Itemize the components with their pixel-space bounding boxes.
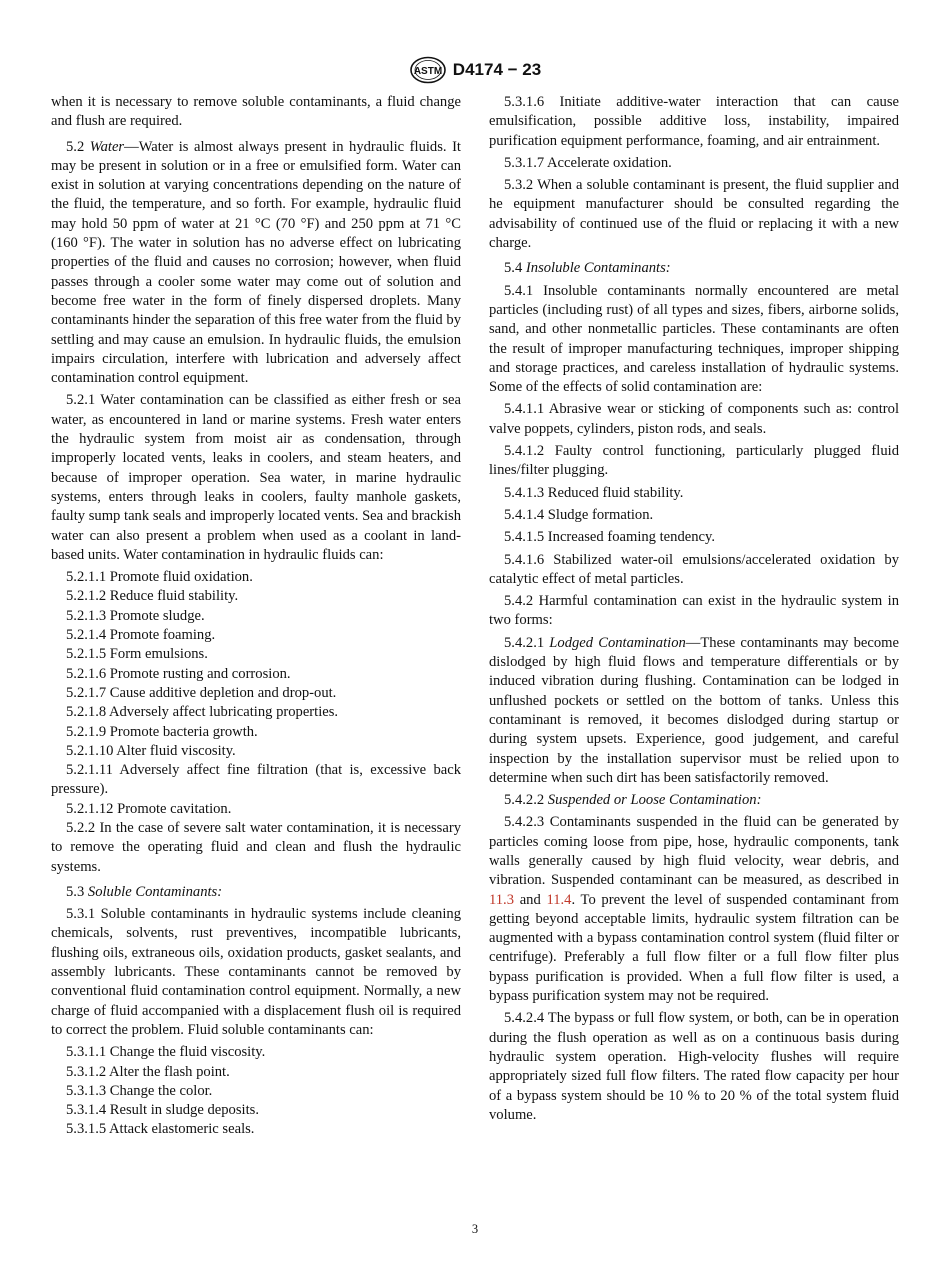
list-item: 5.2.1.11 Adversely affect fine filtration (that is, excessive back pressure). (51, 762, 461, 798)
list-item: 5.3.1.3 Change the color. (66, 1082, 213, 1099)
list-item: 5.2.1.10 Alter fluid viscosity. (66, 742, 236, 759)
section-5-4-2-4: 5.4.2.4 The bypass or full flow system, or both, can be in operation during the flush operation as well as on a continuous basis during hydraulic system operation. High-velocity flushes will require appropriately sized full flow filters. The rated flow capacity per hour of a bypass system should be 10 % to 20 % of the total system fluid volume. (489, 1010, 899, 1123)
section-5-2-2: 5.2.2 In the case of severe salt water contamination, it is necessary to remove the operating fluid and clean and flush the hydraulic systems. (51, 819, 461, 875)
list-item: 5.4.1.5 Increased foaming tendency. (504, 529, 715, 546)
section-5-4-2-2: 5.4.2.2 Suspended or Loose Contamination: (504, 792, 762, 809)
section-5-4-title: Insoluble Contaminants: (525, 260, 671, 277)
section-5-3-1-7: 5.3.1.7 Accelerate oxidation. (504, 154, 672, 171)
list-item: 5.2.1.8 Adversely affect lubricating properties. (66, 704, 339, 721)
section-5-3-title: Soluble Contaminants: (87, 883, 223, 900)
reference-link-11-3[interactable]: 11.3 (489, 891, 514, 908)
section-5-4-2-1: 5.4.2.1 Lodged Contamination—These contaminants may become dislodged by high fluid flows and temperature differentials or by induced vibration during flushing. Contamination can be lodged in unflushed pockets or settled on the bottom of tanks. Unless this contaminant is removed, it becomes dislodged during startup or during system upsets. Experience, good judgement, and careful inspection by the installation supervisor must be relied upon to determine when such dirt has been satisfactorily removed. (489, 634, 899, 786)
list-item: 5.2.1.2 Reduce fluid stability. (66, 588, 239, 605)
document-designation: D4174 − 23 (452, 60, 542, 79)
svg-text:ASTM: ASTM (413, 66, 442, 77)
list-item: 5.4.1.3 Reduced fluid stability. (504, 484, 684, 501)
list-item: 5.4.1.4 Sludge formation. (504, 506, 654, 523)
list-item: 5.3.1.5 Attack elastomeric seals. (66, 1121, 255, 1138)
list-item: 5.2.1.5 Form emulsions. (66, 646, 208, 663)
section-5-3-1: 5.3.1 Soluble contaminants in hydraulic systems include cleaning chemicals, solvents, rust preventives, incompatible lubricants, flushing oils, extraneous oils, oxidation products, gasket sealants, and assembly lubricants. These contaminants cannot be removed by conventional fluid contamination control equipment. Normally, a new charge of fluid accompanied with a displacement flush oil is required to correct the problem. Fluid soluble contaminants can: (51, 906, 461, 1038)
section-5-4-2-3: 5.4.2.3 Contaminants suspended in the fluid can be generated by particles coming loose from pipe, hose, hydraulic components, tank walls generally caused by high fluid velocity, wear debris, and vibration. Suspended contaminant can be measured, as described in 11.3 and 11.4. To prevent the level of suspended contaminant from getting beyond acceptable limits, hydraulic system filtration can be augmented with a bypass contamination control system (fluid filter or centrifuge). Preferably a full flow filter or a full flow filter plus bypass purification is provided. When a full flow filter is used, a bypass purification system may not be required. (489, 814, 900, 1005)
left-column (51, 93, 461, 1140)
list-item: 5.2.1.12 Promote cavitation. (66, 800, 232, 817)
list-item: 5.3.1.4 Result in sludge deposits. (66, 1102, 259, 1119)
section-5-3-1-6: 5.3.1.6 Initiate additive-water interaction that can cause emulsification, possible additive loss, instability, impaired purification equipment performance, foaming, and air entrainment. (489, 94, 899, 149)
section-5-4-2: 5.4.2 Harmful contamination can exist in the hydraulic system in two forms: (489, 593, 899, 629)
list-item: 5.2.1.6 Promote rusting and corrosion. (66, 665, 291, 682)
list-item: 5.3.1.1 Change the fluid viscosity. (66, 1044, 266, 1061)
section-5-4-2-2-title: Suspended or Loose Contamination: (547, 792, 762, 809)
list-item: 5.2.1.3 Promote sludge. (66, 607, 205, 624)
list-item: 5.4.1.6 Stabilized water-oil emulsions/accelerated oxidation by catalytic effect of metal particles. (489, 551, 899, 587)
astm-logo-icon (409, 56, 447, 84)
list-item: 5.3.1.2 Alter the flash point. (66, 1063, 230, 1080)
paragraph-continuation: when it is necessary to remove soluble contaminants, a fluid change and flush are required. (51, 94, 461, 130)
section-5-2-1: 5.2.1 Water contamination can be classified as either fresh or sea water, as encountered in land or marine systems. Fresh water enters the hydraulic system from moist air as condensation, through improperly located vents, leaks in coolers, and steam heaters, and because of improper operation. Sea water, in marine hydraulic systems, enters through leaks in coolers, faulty manhole gaskets, faulty sump tank seals and improperly located vents. Sea and brackish water can also present a problem when used as a coolant in land-based units. Water contamination in hydraulic fluids can: (51, 392, 461, 563)
section-5-4-1: 5.4.1 Insoluble contaminants normally encountered are metal particles (including rust) of all types and sizes, fibers, airborne solids, sand, and other nonmetallic particles. These contaminants are often the result of improper manufacturing techniques, improper shipping and storage practices, and careless installation of hydraulic systems. Some of the effects of solid contamination are: (489, 282, 899, 396)
right-column (489, 93, 899, 1125)
list-item: 5.4.1.2 Faulty control functioning, particularly plugged fluid lines/filter plugging. (489, 443, 899, 479)
section-5-4: 5.4 Insoluble Contaminants: (504, 260, 671, 277)
section-5-2-title: Water (89, 138, 125, 155)
section-5-3: 5.3 Soluble Contaminants: (66, 883, 223, 900)
list-item: 5.4.1.1 Abrasive wear or sticking of components such as: control valve poppets, cylinders, piston rods, and seals. (489, 401, 899, 437)
list-item: 5.2.1.1 Promote fluid oxidation. (66, 569, 253, 586)
reference-link-11-4[interactable]: 11.4 (546, 891, 572, 908)
page-number: 3 (471, 1222, 479, 1236)
list-item: 5.2.1.9 Promote bacteria growth. (66, 723, 258, 740)
list-item: 5.2.1.7 Cause additive depletion and drop-out. (66, 684, 337, 701)
section-5-3-2: 5.3.2 When a soluble contaminant is present, the fluid supplier and he equipment manufacturer should be consulted regarding the advisability of continued use of the fluid or replacing it with a new charge. (489, 177, 899, 252)
list-item: 5.2.1.4 Promote foaming. (66, 627, 216, 644)
section-5-2: 5.2 Water—Water is almost always present in hydraulic fluids. It may be present in solution or in a free or emulsified form. Water can exist in solution at varying concentrations depending on the nature of the fluid, the temperature, and so forth. For example, hydraulic fluid may hold 50 ppm of water at 21 °C (70 °F) and 250 ppm at 71 °C (160 °F). The water in solution has no adverse effect on lubricating properties of the fluid and causes no corrosion; however, when fluid passes through a cooler some water may come out of solution and become free water in the form of finely dispersed droplets. Many contaminants hinder the separation of this free water from the fluid by settling and may cause an emulsion. In hydraulic fluids, the emulsion impairs circulation, interfere with lubrication and adversely affect contamination control equipment. (51, 138, 461, 387)
page-header (0, 56, 950, 84)
section-5-4-2-1-title: Lodged Contamination (549, 634, 686, 651)
